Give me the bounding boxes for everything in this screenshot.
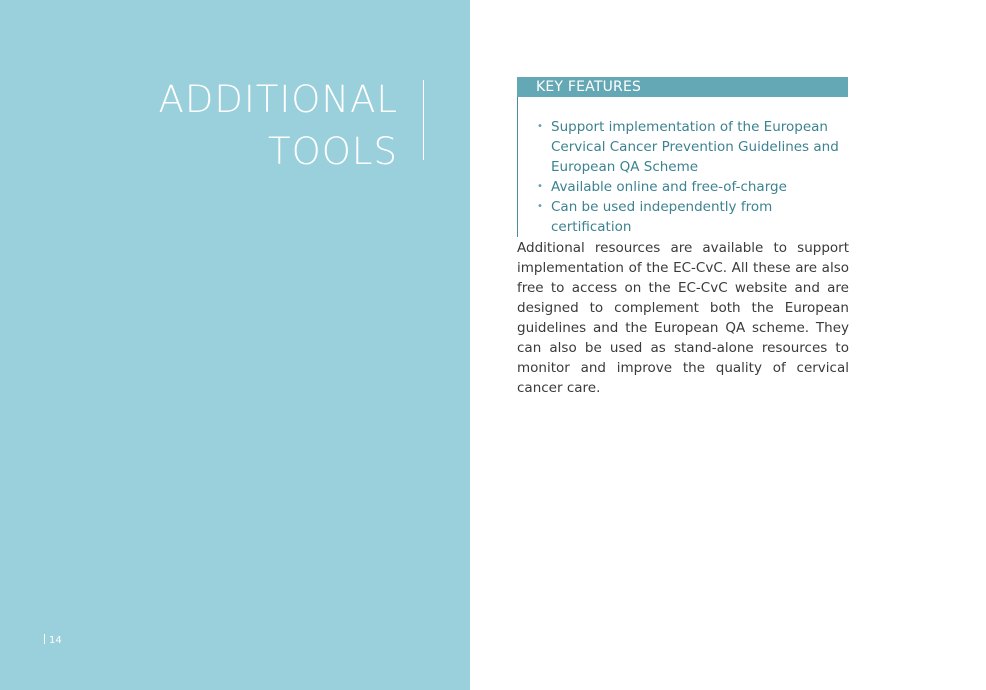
list-item — [537, 197, 848, 237]
body-paragraph: Additional resources are available to support implementation of the EC-CvC. All these are also free to access on the EC-CvC website and are designed to complement both the European guidelines and the European QA scheme. They can also be used as stand-alone resources to monitor and improve the quality of cervical cancer care. — [517, 240, 849, 396]
list-item-text: Available online and free-of-charge — [551, 179, 787, 195]
bullet-icon: • — [537, 121, 543, 132]
list-item — [537, 117, 848, 177]
key-features-body — [517, 97, 848, 237]
section-title-line2: TOOLS — [268, 130, 398, 173]
left-panel — [0, 0, 470, 690]
page-number-value: 14 — [49, 635, 62, 646]
key-features-header: KEY FEATURES — [517, 77, 848, 97]
list-item-text: Support implementation of the European Cervical Cancer Prevention Guidelines and European QA Scheme — [551, 119, 839, 175]
page-number — [44, 634, 62, 646]
list-item-text: Can be used independently from certification — [551, 199, 773, 235]
page-number-marker — [44, 634, 45, 644]
key-features-list — [537, 117, 848, 237]
title-divider — [423, 80, 424, 160]
bullet-icon: • — [537, 201, 543, 212]
bullet-icon: • — [537, 181, 543, 192]
section-title-line1: ADDITIONAL — [158, 78, 398, 121]
section-title — [98, 74, 398, 178]
list-item — [537, 177, 848, 197]
key-features-box — [517, 77, 848, 237]
